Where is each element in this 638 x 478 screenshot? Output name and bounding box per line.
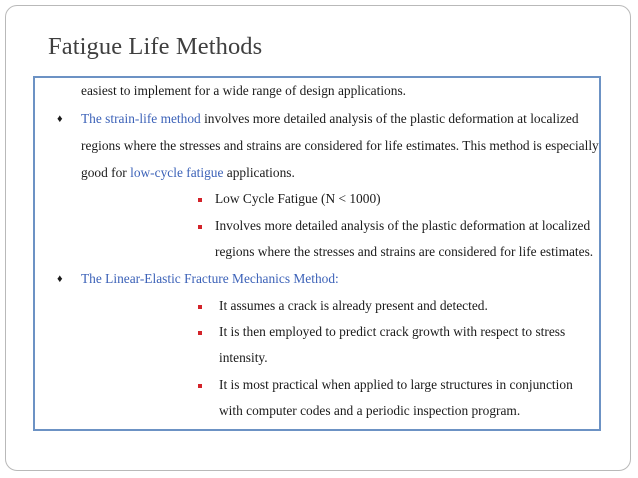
strain-life-method-name: The strain-life method [81,111,201,126]
red-square-bullet-icon [198,305,202,309]
sub-item-detailed-analysis-line-2: regions where the stresses and strains are considered for life estimates. [215,244,594,259]
lefm-sub-item-2-line-2: intensity. [219,350,268,365]
red-square-bullet-icon [198,225,202,229]
strain-life-line-3 [81,165,295,181]
slide-title: Fatigue Life Methods [48,33,263,60]
diamond-bullet-icon: ♦ [57,113,63,125]
strain-life-line-1-text: involves more detailed analysis of the plastic deformation at localized [200,111,579,126]
content-image-box [33,76,601,431]
sub-item-low-cycle: Low Cycle Fatigue (N < 1000) [215,191,381,206]
strain-life-line-1 [81,111,579,127]
lefm-sub-item-2-line-1: It is then employed to predict crack growth with respect to stress [219,324,566,339]
lefm-sub-item-3-line-2: with computer codes and a periodic inspection program. [219,403,521,418]
continuation-line: easiest to implement for a wide range of design applications. [81,83,406,98]
diamond-bullet-icon: ♦ [57,273,63,285]
red-square-bullet-icon [198,198,202,202]
strain-life-line-3-post: applications. [223,165,295,180]
strain-life-line-2: regions where the stresses and strains are considered for life estimates. This method is especially [81,138,599,153]
lefm-method-name: The Linear-Elastic Fracture Mechanics Method: [81,271,339,286]
lefm-sub-item-1: It assumes a crack is already present and detected. [219,298,488,313]
low-cycle-fatigue-term: low-cycle fatigue [130,165,224,180]
red-square-bullet-icon [198,384,202,388]
red-square-bullet-icon [198,331,202,335]
sub-item-detailed-analysis-line-1: Involves more detailed analysis of the plastic deformation at localized [215,218,591,233]
strain-life-line-3-pre: good for [81,165,131,180]
lefm-sub-item-3-line-1: It is most practical when applied to large structures in conjunction [219,377,573,392]
